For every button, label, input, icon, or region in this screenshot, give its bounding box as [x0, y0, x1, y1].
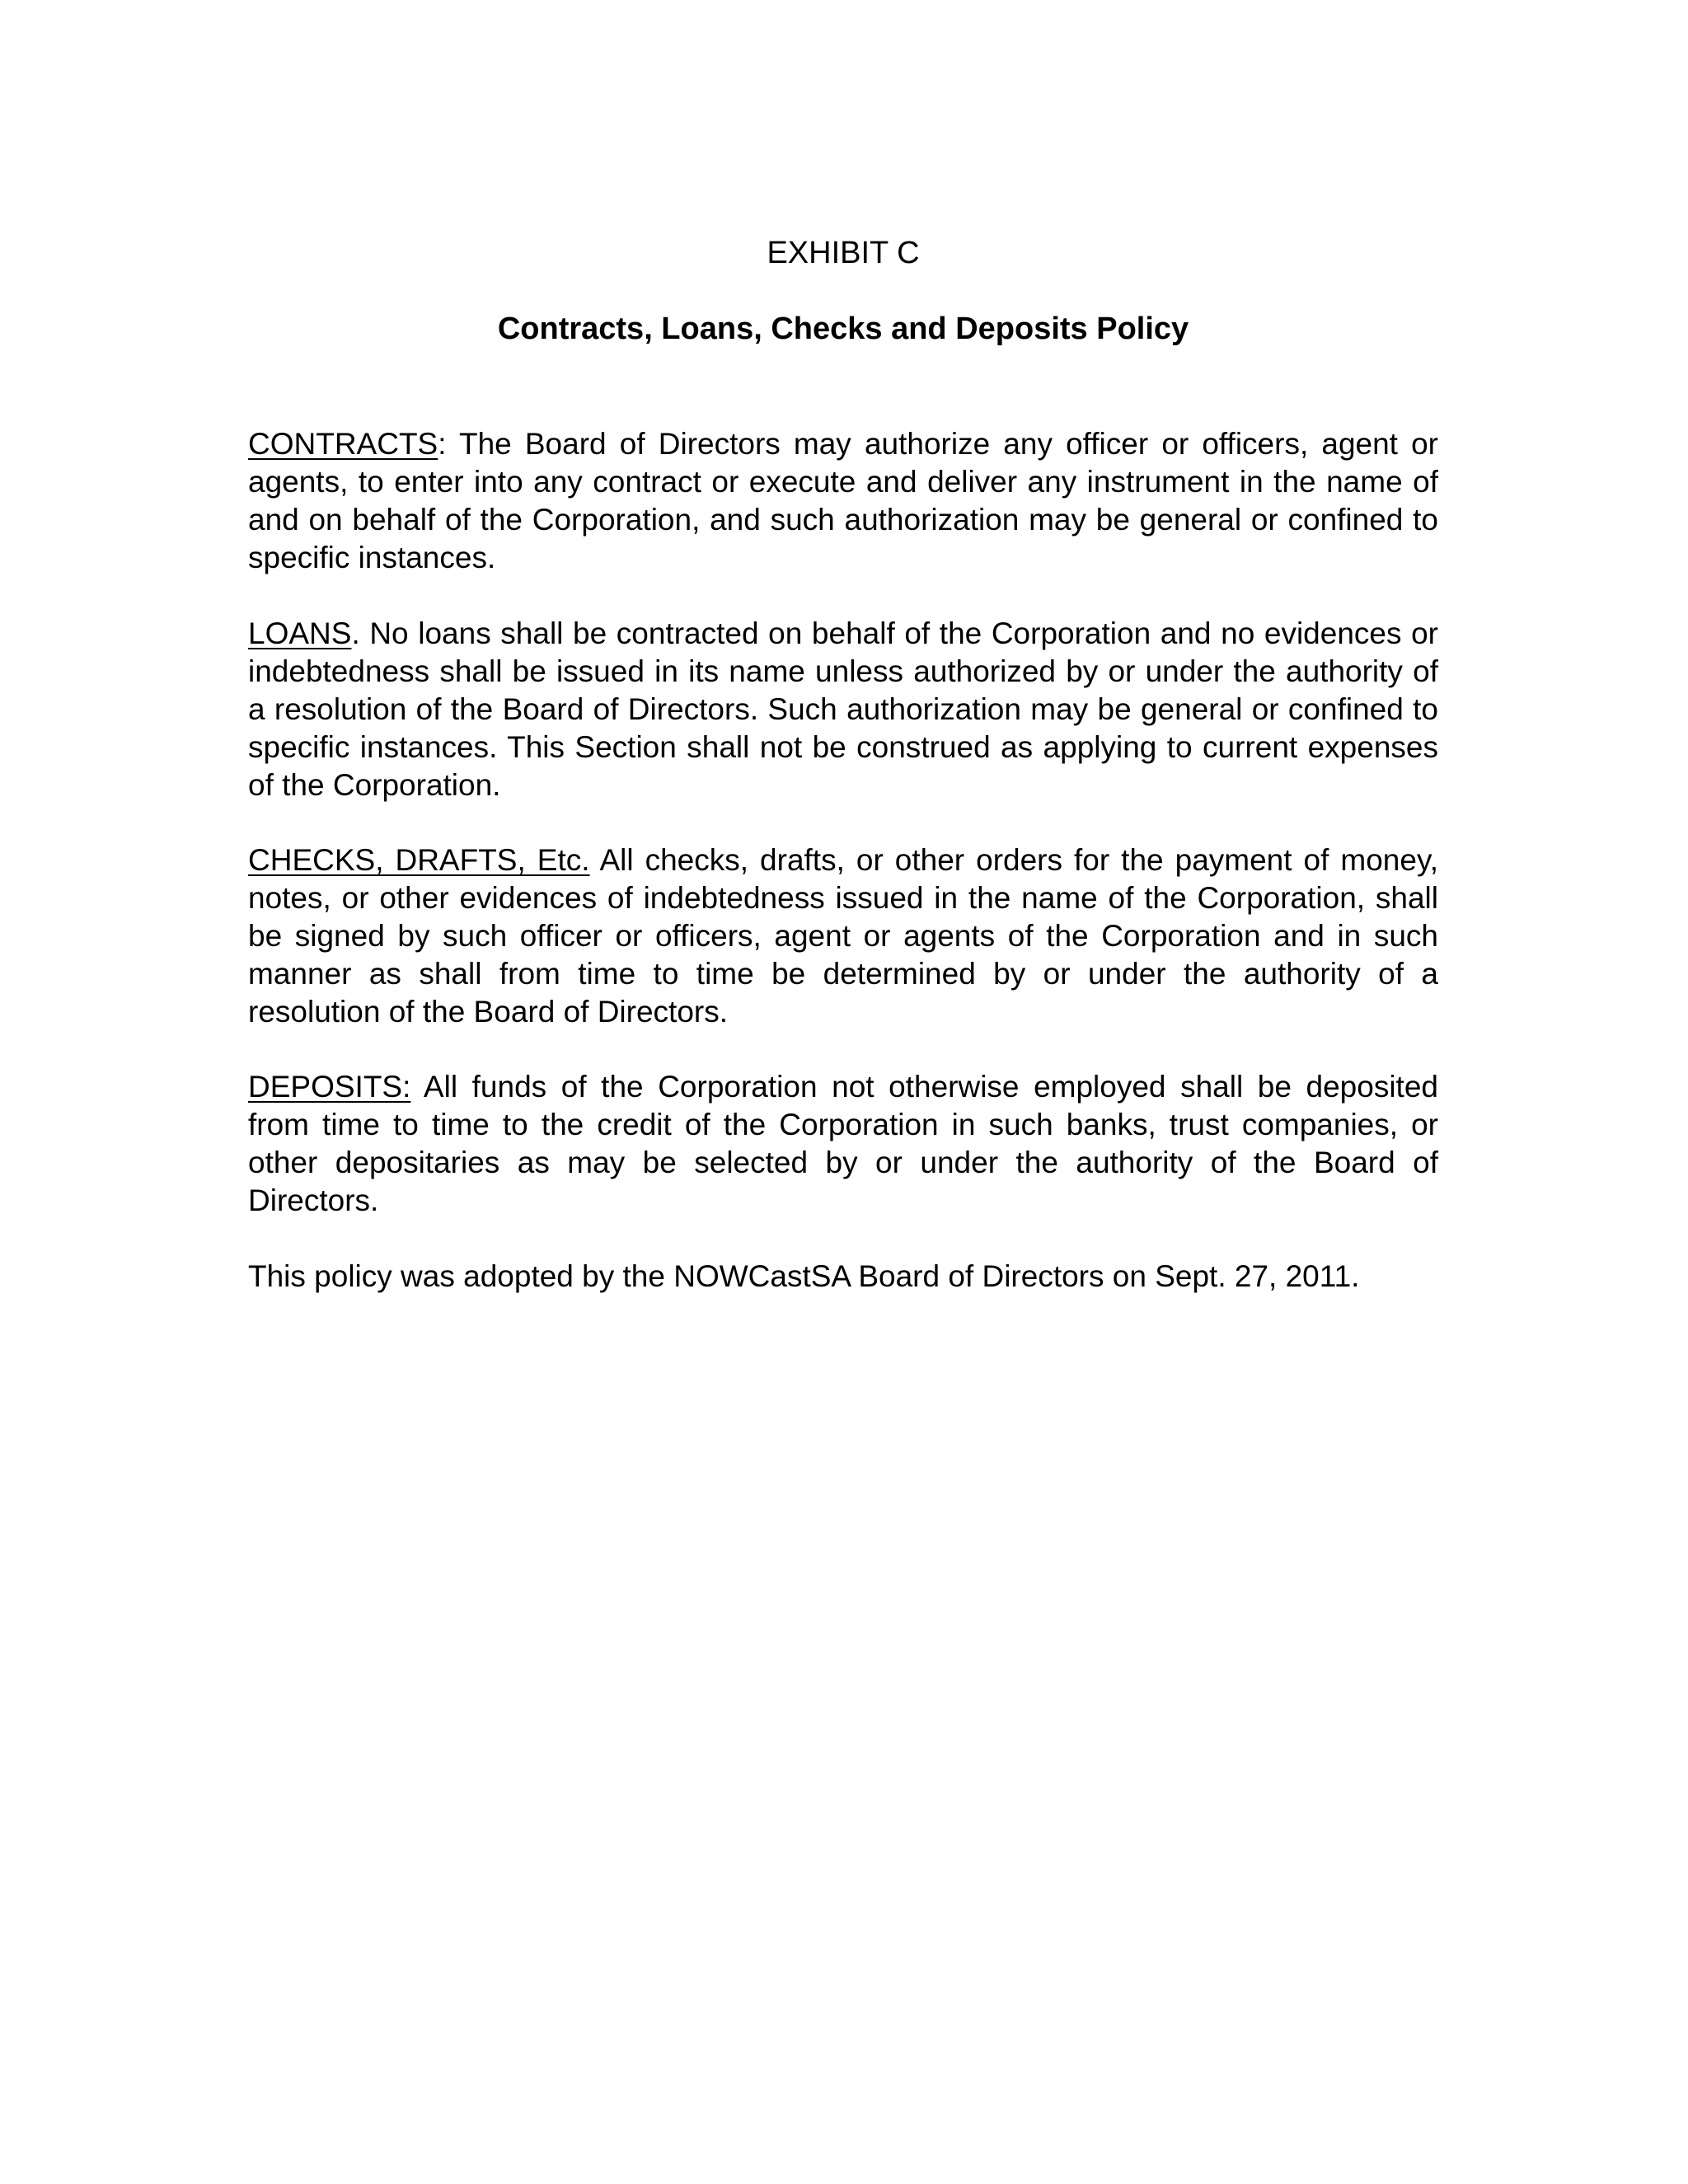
loans-body: No loans shall be contracted on behalf of the Corporation and no evidences or indebtedness shall be issued in its name unless authorized by or under the authority of a resolution of the Board of Directors. Such authorization may be general or confined to specific instances. This Section shall not be construed as applying to current expenses of the Corporation. — [248, 616, 1438, 802]
exhibit-label: EXHIBIT C — [767, 236, 920, 270]
deposits-body: All funds of the Corporation not otherwise employed shall be deposited from time to time to the credit of the Corporation in such banks, trust companies, or other depositaries as may be selected by or under the authority of the Board of Directors. — [248, 1070, 1438, 1217]
deposits-section — [248, 1068, 1438, 1220]
document-title: Contracts, Loans, Checks and Deposits Policy — [497, 312, 1189, 346]
checks-body: All checks, drafts, or other orders for the payment of money, notes, or other evidences of indebtedness issued in the name of the Corporation, shall be signed by such officer or officers, agent or agents of the Corporation and in such manner as shall from time to time be determined by or under the authority of a resolution of the Board of Directors. — [248, 843, 1438, 1029]
loans-section — [248, 615, 1438, 804]
deposits-heading: DEPOSITS: — [248, 1070, 411, 1104]
checks-heading: CHECKS, DRAFTS, Etc. — [248, 843, 590, 877]
contracts-body: The Board of Directors may authorize any officer or officers, agent or agents, to enter into any contract or execute and deliver any instrument in the name of and on behalf of the Corporation, and such authorization may be general or confined to specific instances. — [248, 427, 1438, 574]
loans-separator: . — [351, 616, 360, 650]
checks-section — [248, 841, 1438, 1031]
contracts-section — [248, 425, 1438, 577]
loans-heading: LOANS — [248, 616, 352, 650]
contracts-heading: CONTRACTS — [248, 427, 438, 461]
adoption-note: This policy was adopted by the NOWCastSA Board of Directors on Sept. 27, 2011. — [248, 1259, 1360, 1293]
contracts-separator: : — [438, 427, 447, 461]
